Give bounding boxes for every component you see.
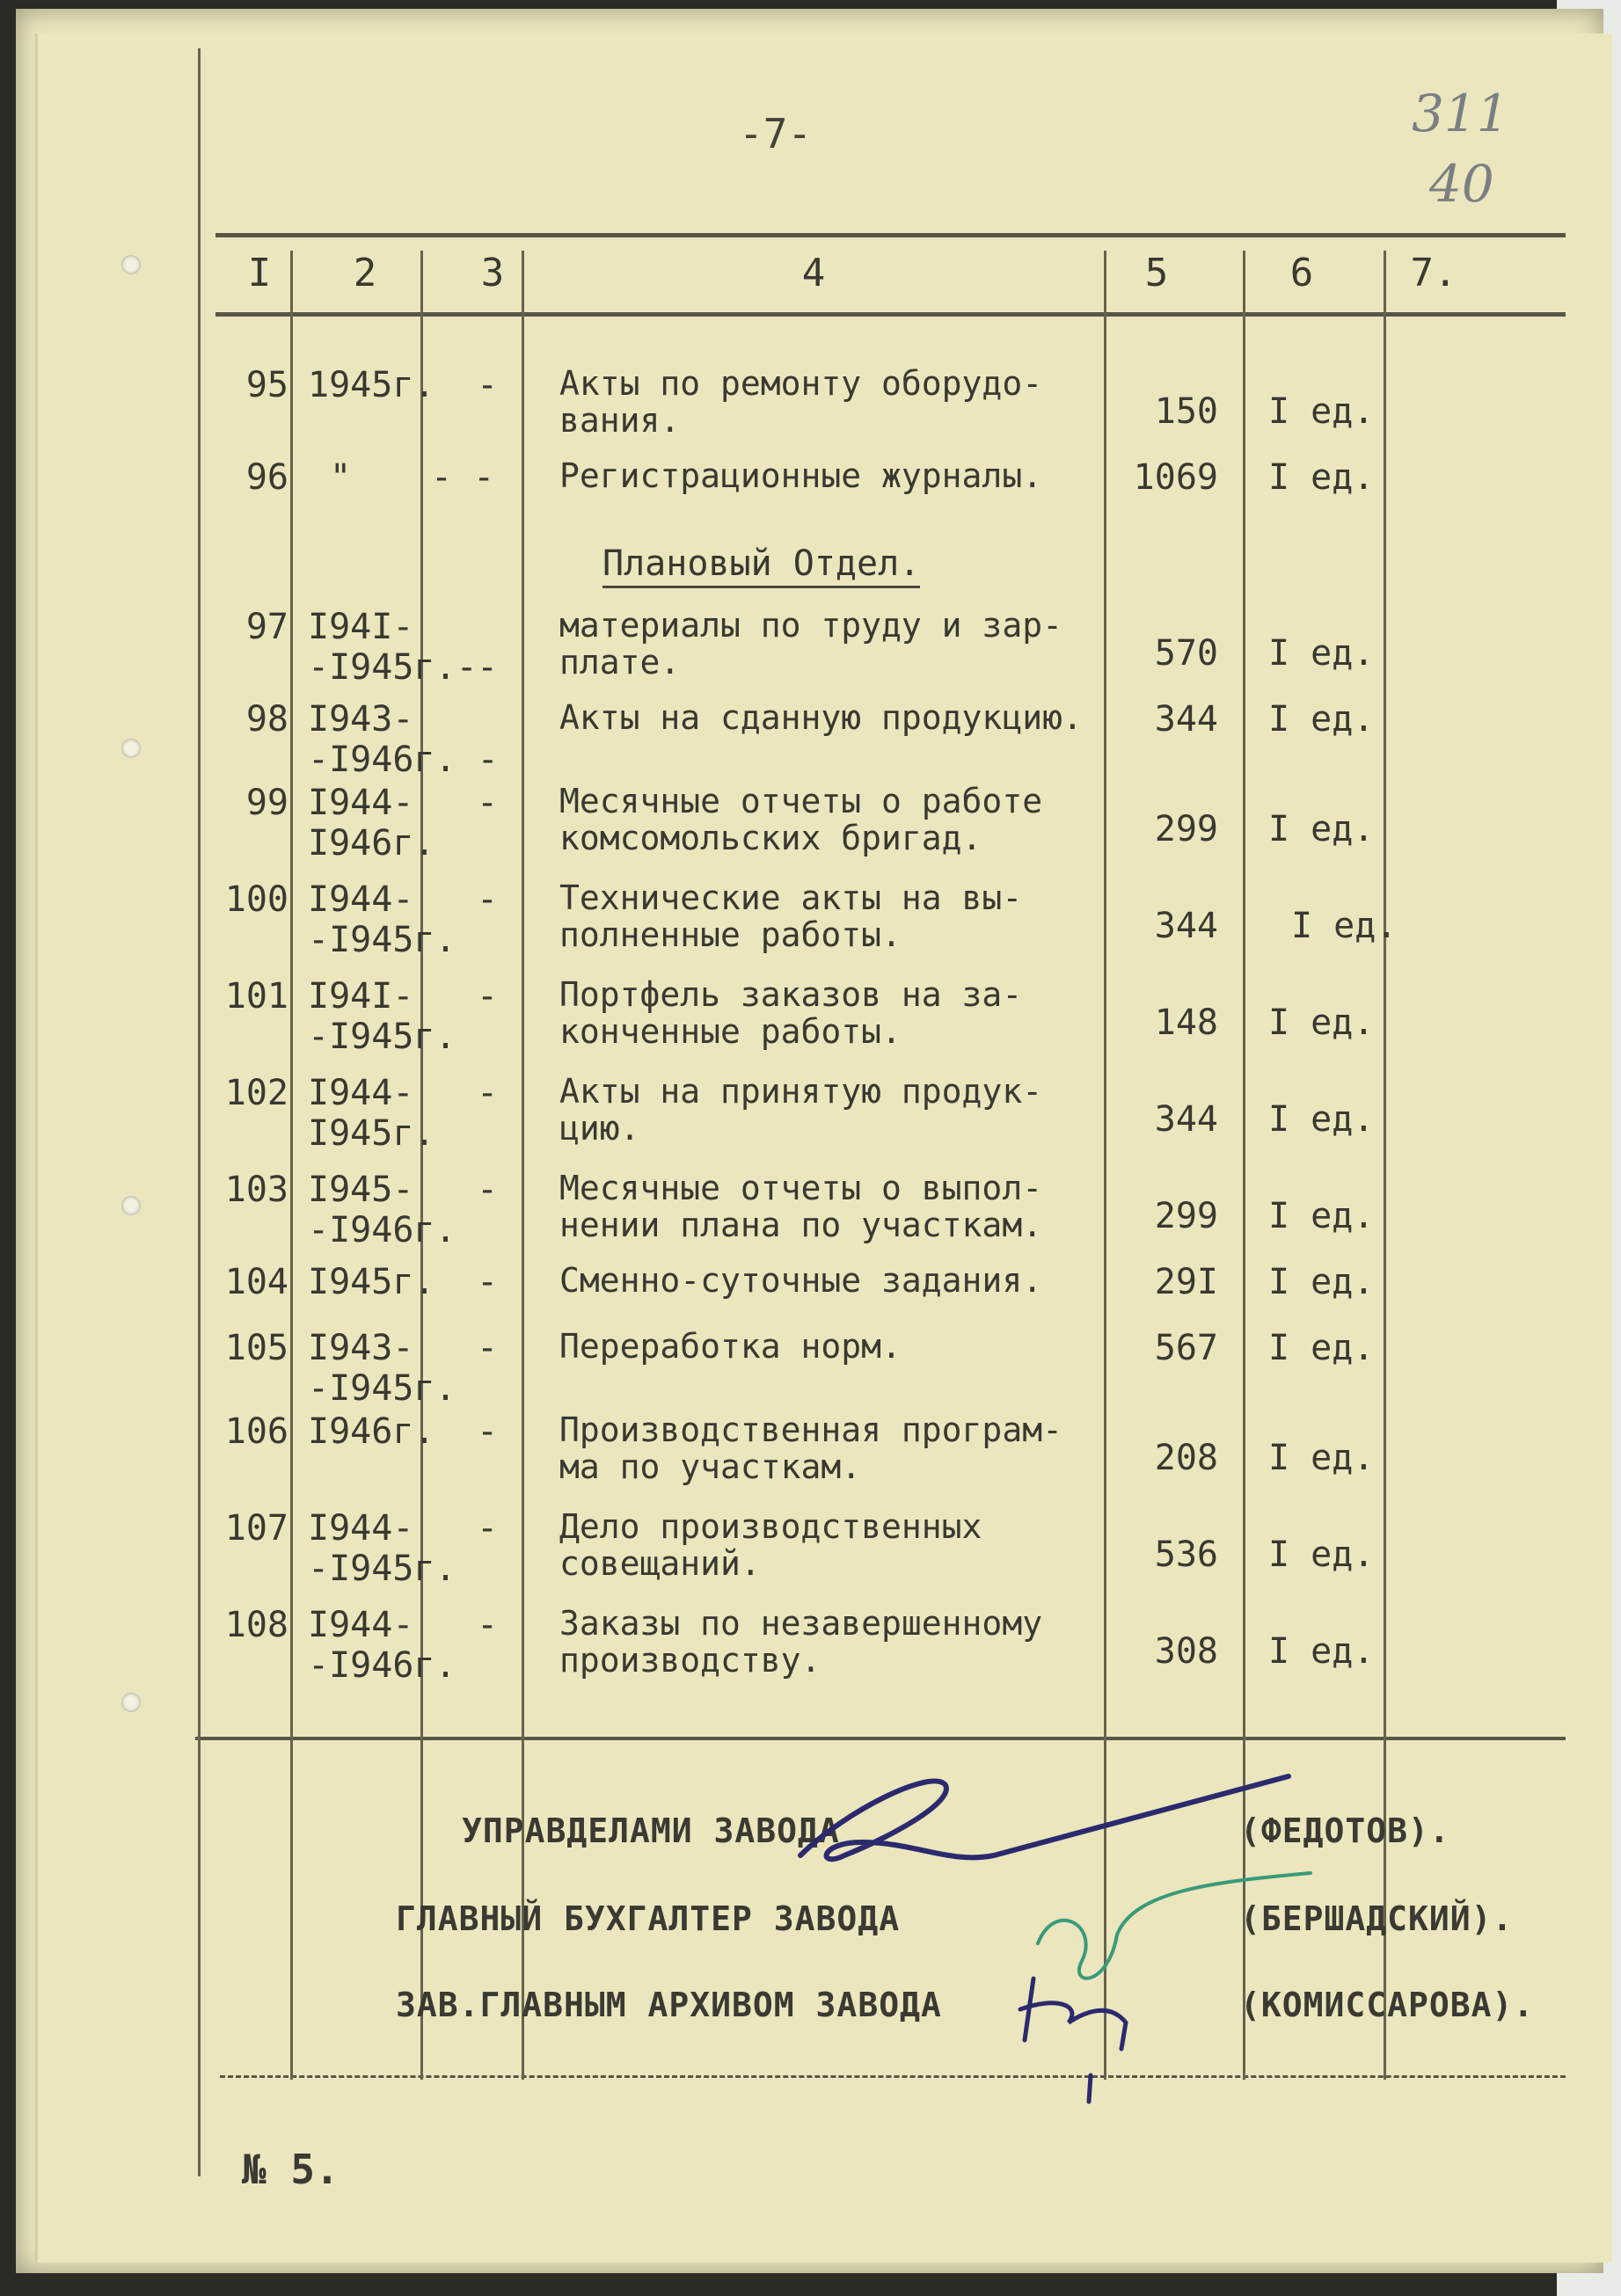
row-number: 103 bbox=[224, 1170, 288, 1210]
row-sheets: 536 bbox=[1154, 1534, 1218, 1575]
row-dash: - bbox=[477, 879, 499, 920]
row-sheets: 208 bbox=[1154, 1438, 1218, 1478]
signatory-name: (БЕРШАДСКИЙ). bbox=[1240, 1899, 1514, 1938]
signature-fedotov bbox=[800, 1776, 1289, 1859]
row-units: I ед. bbox=[1268, 1631, 1375, 1672]
row-number: 100 bbox=[224, 879, 288, 920]
row-sheets: 344 bbox=[1154, 906, 1218, 946]
row-dash: - bbox=[477, 647, 499, 688]
row-years: I944- I945г. bbox=[308, 1073, 435, 1154]
row-years: I94I- -I945г.- bbox=[308, 607, 478, 688]
column-header: I bbox=[247, 251, 272, 295]
column-header: 2 bbox=[353, 251, 377, 295]
row-dash: - bbox=[477, 976, 499, 1017]
row-title: Месячные отчеты о выпол- нении плана по участкам. bbox=[559, 1169, 1043, 1244]
row-title: Технические акты на вы- полненные работы. bbox=[559, 878, 1023, 954]
column-header: 6 bbox=[1289, 251, 1314, 295]
signatory-name: (ФЕДОТОВ). bbox=[1240, 1811, 1450, 1850]
row-dash: - bbox=[477, 1605, 499, 1645]
row-title: Заказы по незавершенному производству. bbox=[559, 1604, 1043, 1680]
row-units: I ед. bbox=[1268, 633, 1375, 674]
row-number: 97 bbox=[245, 607, 288, 647]
row-title: Переработка норм. bbox=[559, 1327, 902, 1366]
column-header: 4 bbox=[801, 251, 826, 295]
row-title: Месячные отчеты о работе комсомольских бригад. bbox=[559, 782, 1043, 857]
row-title: Портфель заказов на за- конченные работы. bbox=[559, 975, 1023, 1051]
row-title: Сменно-суточные задания. bbox=[559, 1261, 1043, 1300]
row-dash: - bbox=[477, 365, 499, 405]
bottom-mark: № 5. bbox=[242, 2146, 340, 2193]
row-units: I ед. bbox=[1291, 906, 1398, 946]
row-years: I943- -I946г. - bbox=[308, 699, 499, 780]
column-header: 5 bbox=[1144, 251, 1169, 295]
row-dash: - bbox=[477, 1170, 499, 1210]
row-dash: - - bbox=[431, 457, 495, 498]
row-number: 107 bbox=[224, 1508, 288, 1549]
row-number: 99 bbox=[245, 783, 288, 823]
row-title: Производственная програм- ма по участкам. bbox=[559, 1410, 1062, 1486]
row-dash: - bbox=[477, 1508, 499, 1549]
row-dash: - bbox=[477, 1411, 499, 1452]
row-units: I ед. bbox=[1268, 1099, 1375, 1140]
row-dash: - bbox=[477, 783, 499, 823]
row-years: I944- I946г. bbox=[308, 783, 435, 864]
row-sheets: 299 bbox=[1154, 1196, 1218, 1236]
row-title: Акты по ремонту оборудо- вания. bbox=[559, 364, 1043, 440]
row-years: I944- -I946г. bbox=[308, 1605, 456, 1686]
column-header: 3 bbox=[480, 251, 505, 295]
row-number: 104 bbox=[224, 1262, 288, 1302]
column-header: 7. bbox=[1410, 251, 1457, 295]
row-units: I ед. bbox=[1268, 699, 1375, 740]
row-units: I ед. bbox=[1268, 1002, 1375, 1043]
row-units: I ед. bbox=[1268, 1438, 1375, 1478]
row-number: 101 bbox=[224, 976, 288, 1017]
row-years: " bbox=[330, 457, 352, 498]
row-years: I945г. bbox=[308, 1262, 435, 1302]
row-sheets: 299 bbox=[1154, 809, 1218, 849]
row-number: 106 bbox=[224, 1411, 288, 1452]
row-years: I945- -I946г. bbox=[308, 1170, 456, 1250]
row-sheets: 150 bbox=[1154, 391, 1218, 432]
row-years: I943- -I945г. bbox=[308, 1328, 456, 1409]
section-title: Плановый Отдел. bbox=[602, 543, 920, 588]
row-units: I ед. bbox=[1268, 1328, 1375, 1368]
row-years: I944- -I945г. bbox=[308, 879, 456, 960]
row-dash: - bbox=[477, 1073, 499, 1113]
signatory-title: УПРАВДЕЛАМИ ЗАВОДА bbox=[462, 1811, 840, 1850]
margin-note-sheet-number: 40 bbox=[1429, 154, 1494, 214]
row-units: I ед. bbox=[1268, 1196, 1375, 1236]
row-sheets: 1069 bbox=[1133, 457, 1218, 498]
signatory-name: (КОМИССАРОВА). bbox=[1240, 1986, 1535, 2024]
row-number: 98 bbox=[245, 699, 288, 740]
row-number: 102 bbox=[224, 1073, 288, 1113]
row-dash: - bbox=[477, 1328, 499, 1368]
row-years: 1945г. bbox=[308, 365, 435, 405]
row-sheets: 570 bbox=[1154, 633, 1218, 674]
row-number: 95 bbox=[245, 365, 288, 405]
row-sheets: 29I bbox=[1154, 1262, 1218, 1302]
row-sheets: 344 bbox=[1154, 699, 1218, 740]
row-units: I ед. bbox=[1268, 391, 1375, 432]
row-units: I ед. bbox=[1268, 1262, 1375, 1302]
row-title: материалы по труду и зар- плате. bbox=[559, 606, 1062, 682]
row-dash: - bbox=[477, 1262, 499, 1302]
signature-bershadsky bbox=[1038, 1873, 1311, 1979]
signatory-title: ГЛАВНЫЙ БУХГАЛТЕР ЗАВОДА bbox=[396, 1899, 901, 1938]
row-years: I944- -I945г. bbox=[308, 1508, 456, 1589]
row-number: 108 bbox=[224, 1605, 288, 1645]
row-title: Акты на принятую продук- цию. bbox=[559, 1072, 1043, 1148]
row-sheets: 148 bbox=[1154, 1002, 1218, 1043]
row-sheets: 344 bbox=[1154, 1099, 1218, 1140]
row-number: 105 bbox=[224, 1328, 288, 1368]
row-units: I ед. bbox=[1268, 809, 1375, 849]
row-title: Регистрационные журналы. bbox=[559, 456, 1043, 495]
signatory-title: ЗАВ.ГЛАВНЫМ АРХИВОМ ЗАВОДА bbox=[396, 1986, 942, 2024]
row-title: Акты на сданную продукцию. bbox=[559, 698, 1083, 737]
row-sheets: 308 bbox=[1154, 1631, 1218, 1672]
row-years: I94I- -I945г. bbox=[308, 976, 456, 1057]
row-number: 96 bbox=[245, 457, 288, 498]
row-units: I ед. bbox=[1268, 457, 1375, 498]
margin-note-archive-number: 311 bbox=[1412, 84, 1509, 143]
row-units: I ед. bbox=[1268, 1534, 1375, 1575]
page-number: -7- bbox=[739, 110, 813, 157]
row-years: I946г. bbox=[308, 1411, 435, 1452]
row-sheets: 567 bbox=[1154, 1328, 1218, 1368]
row-title: Дело производственных совещаний. bbox=[559, 1507, 982, 1583]
signature-komissarova bbox=[1020, 1979, 1126, 2102]
